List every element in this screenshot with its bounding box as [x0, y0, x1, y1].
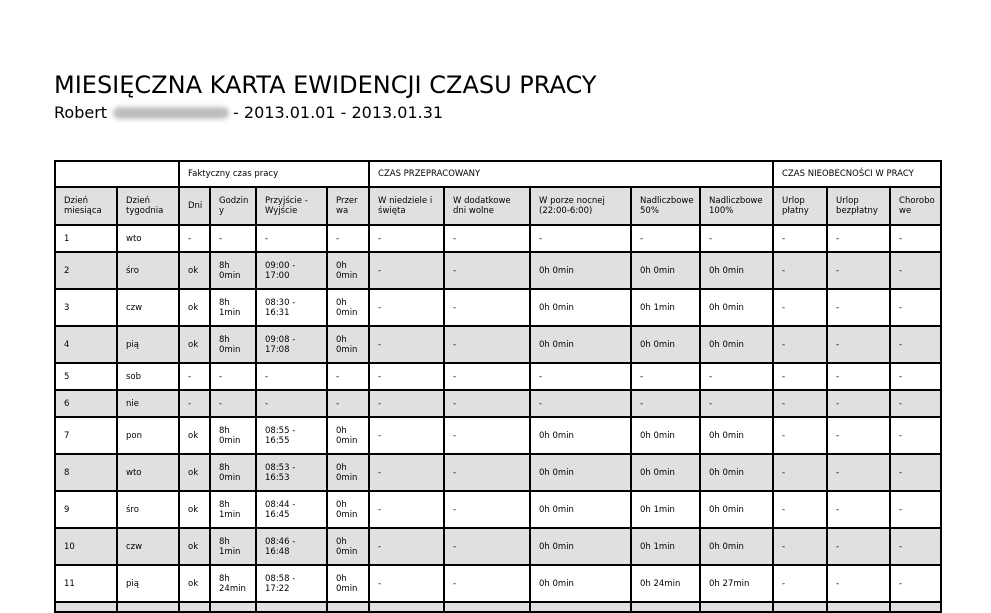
column-header: Godzin y	[210, 187, 256, 225]
table-row	[55, 528, 941, 565]
table-cell: 10	[55, 528, 117, 565]
table-cell: -	[631, 363, 700, 390]
table-cell: 0h 0min	[327, 417, 369, 454]
table-cell: -	[890, 289, 941, 326]
table-cell: -	[444, 326, 530, 363]
table-cell: 0h 0min	[327, 491, 369, 528]
column-header: W niedziele i święta	[369, 187, 444, 225]
table-cell: 5	[55, 363, 117, 390]
table-cell: pią	[117, 565, 179, 602]
table-cell: -	[827, 565, 890, 602]
table-cell: 08:46 - 16:48	[256, 528, 327, 565]
table-cell: -	[827, 363, 890, 390]
table-cell: 0h 0min	[700, 252, 773, 289]
table-cell: -	[827, 417, 890, 454]
table-cell: -	[210, 225, 256, 252]
table-row	[55, 417, 941, 454]
table-cell: -	[827, 491, 890, 528]
table-row	[55, 326, 941, 363]
employee-first-name: Robert	[54, 103, 108, 122]
group-header-actual: Faktyczny czas pracy	[179, 161, 369, 187]
document-title: MIESIĘCZNA KARTA EWIDENCJI CZASU PRACY	[54, 71, 597, 99]
table-cell: -	[256, 225, 327, 252]
table-cell: -	[890, 225, 941, 252]
table-cell: 0h 0min	[530, 454, 631, 491]
table-cell: -	[773, 390, 827, 417]
table-cell: -	[210, 363, 256, 390]
table-cell	[890, 602, 941, 612]
table-cell: -	[444, 565, 530, 602]
table-cell: -	[444, 390, 530, 417]
table-cell: -	[179, 363, 210, 390]
table-cell: 0h 0min	[530, 491, 631, 528]
table-cell: -	[444, 252, 530, 289]
table-cell: 8h 24min	[210, 565, 256, 602]
column-header: W porze nocnej (22:00-6:00)	[530, 187, 631, 225]
table-cell	[369, 602, 444, 612]
table-cell: -	[773, 326, 827, 363]
table-cell: 0h 0min	[327, 565, 369, 602]
table-cell: -	[444, 289, 530, 326]
table-cell: 6	[55, 390, 117, 417]
table-cell: 0h 0min	[700, 417, 773, 454]
column-header: Nadliczbowe 50%	[631, 187, 700, 225]
table-cell: -	[369, 454, 444, 491]
table-cell: 0h 0min	[327, 454, 369, 491]
table-cell: 0h 0min	[631, 252, 700, 289]
table-cell: ok	[179, 252, 210, 289]
table-cell: 0h 0min	[700, 528, 773, 565]
table-cell: 09:08 - 17:08	[256, 326, 327, 363]
table-cell: -	[890, 528, 941, 565]
table-cell: ok	[179, 528, 210, 565]
table-cell: -	[210, 390, 256, 417]
table-cell: -	[444, 528, 530, 565]
table-cell: 0h 24min	[631, 565, 700, 602]
column-header-row	[55, 187, 941, 225]
table-row	[55, 565, 941, 602]
table-cell: 9	[55, 491, 117, 528]
table-cell: -	[369, 252, 444, 289]
table-cell	[117, 602, 179, 612]
table-cell: -	[773, 252, 827, 289]
table-cell: 3	[55, 289, 117, 326]
table-cell: -	[827, 225, 890, 252]
table-row	[55, 491, 941, 528]
table-cell: pią	[117, 326, 179, 363]
table-cell: -	[827, 528, 890, 565]
table-cell: ok	[179, 491, 210, 528]
redacted-surname	[113, 107, 229, 119]
table-cell: 4	[55, 326, 117, 363]
table-cell: -	[369, 491, 444, 528]
table-cell: 08:53 - 16:53	[256, 454, 327, 491]
table-cell: 0h 0min	[327, 528, 369, 565]
table-cell: -	[444, 363, 530, 390]
column-header: Dzień tygodnia	[117, 187, 179, 225]
table-row	[55, 390, 941, 417]
table-cell: śro	[117, 491, 179, 528]
table-cell: 8h 0min	[210, 454, 256, 491]
table-cell: -	[890, 252, 941, 289]
table-cell: -	[444, 454, 530, 491]
table-cell	[55, 602, 117, 612]
table-row	[55, 252, 941, 289]
table-cell: czw	[117, 528, 179, 565]
table-cell: -	[369, 326, 444, 363]
table-cell: -	[327, 225, 369, 252]
table-cell: -	[773, 491, 827, 528]
column-header: Dni	[179, 187, 210, 225]
group-header-empty	[55, 161, 179, 187]
table-cell: 0h 0min	[530, 326, 631, 363]
table-row	[55, 225, 941, 252]
group-header-worked: CZAS PRZEPRACOWANY	[369, 161, 773, 187]
table-cell: -	[631, 225, 700, 252]
group-header-row	[55, 161, 941, 187]
table-cell: 0h 0min	[700, 454, 773, 491]
table-cell: -	[890, 491, 941, 528]
table-cell: ok	[179, 417, 210, 454]
table-cell: 0h 0min	[530, 417, 631, 454]
table-cell: -	[890, 326, 941, 363]
table-cell: -	[700, 225, 773, 252]
table-cell: 0h 0min	[700, 326, 773, 363]
table-cell: -	[369, 565, 444, 602]
table-cell: -	[890, 454, 941, 491]
table-cell: -	[890, 363, 941, 390]
table-cell: -	[179, 225, 210, 252]
table-cell: 2	[55, 252, 117, 289]
column-header: Dzień miesiąca	[55, 187, 117, 225]
table-cell	[256, 602, 327, 612]
report-period: - 2013.01.01 - 2013.01.31	[233, 103, 444, 122]
table-row	[55, 289, 941, 326]
timesheet-table	[54, 160, 942, 613]
table-cell: 08:44 - 16:45	[256, 491, 327, 528]
table-cell: -	[700, 390, 773, 417]
table-cell: czw	[117, 289, 179, 326]
table-cell: wto	[117, 225, 179, 252]
table-cell: -	[369, 528, 444, 565]
table-cell: 0h 27min	[700, 565, 773, 602]
column-header: Przer wa	[327, 187, 369, 225]
table-cell: 0h 0min	[700, 491, 773, 528]
table-cell: ok	[179, 565, 210, 602]
table-cell: 0h 1min	[631, 289, 700, 326]
table-cell: -	[827, 390, 890, 417]
table-cell: 08:55 - 16:55	[256, 417, 327, 454]
table-cell	[179, 602, 210, 612]
table-row	[55, 454, 941, 491]
table-cell	[530, 602, 631, 612]
column-header: Nadliczbowe 100%	[700, 187, 773, 225]
table-cell: 0h 1min	[631, 528, 700, 565]
table-cell: -	[369, 390, 444, 417]
table-cell: ok	[179, 326, 210, 363]
table-cell: -	[530, 363, 631, 390]
table-cell: 0h 1min	[631, 491, 700, 528]
table-cell: -	[890, 417, 941, 454]
table-cell: 0h 0min	[700, 289, 773, 326]
table-cell: 08:30 - 16:31	[256, 289, 327, 326]
table-cell: ok	[179, 454, 210, 491]
table-row-partial	[55, 602, 941, 612]
table-cell	[210, 602, 256, 612]
table-cell: 7	[55, 417, 117, 454]
table-cell: 0h 0min	[530, 565, 631, 602]
table-cell: śro	[117, 252, 179, 289]
table-cell: -	[179, 390, 210, 417]
table-cell: -	[444, 491, 530, 528]
table-cell: -	[773, 225, 827, 252]
document-subtitle	[54, 103, 443, 122]
table-cell	[444, 602, 530, 612]
table-cell	[827, 602, 890, 612]
table-cell: 8	[55, 454, 117, 491]
table-cell: -	[327, 390, 369, 417]
table-cell: 1	[55, 225, 117, 252]
table-cell: -	[773, 528, 827, 565]
table-cell: -	[890, 565, 941, 602]
table-cell: -	[631, 390, 700, 417]
table-cell: -	[369, 289, 444, 326]
table-cell: 8h 0min	[210, 252, 256, 289]
table-cell: -	[444, 225, 530, 252]
table-cell: 0h 0min	[631, 454, 700, 491]
table-cell	[700, 602, 773, 612]
table-cell: 0h 0min	[327, 326, 369, 363]
table-cell: ok	[179, 289, 210, 326]
table-cell: -	[827, 289, 890, 326]
table-cell: -	[369, 417, 444, 454]
table-cell: -	[773, 454, 827, 491]
table-row	[55, 363, 941, 390]
table-cell: -	[256, 363, 327, 390]
table-cell: -	[827, 326, 890, 363]
group-header-absence: CZAS NIEOBECNOŚCI W PRACY	[773, 161, 941, 187]
table-cell: 0h 0min	[631, 417, 700, 454]
table-cell: 08:58 - 17:22	[256, 565, 327, 602]
table-cell: -	[773, 565, 827, 602]
table-cell: 11	[55, 565, 117, 602]
table-cell: -	[369, 363, 444, 390]
table-cell: 8h 1min	[210, 491, 256, 528]
table-cell: 8h 0min	[210, 417, 256, 454]
table-cell: -	[327, 363, 369, 390]
table-cell: 0h 0min	[327, 289, 369, 326]
table-cell: 8h 1min	[210, 289, 256, 326]
table-cell	[773, 602, 827, 612]
table-cell: 0h 0min	[327, 252, 369, 289]
table-cell: -	[256, 390, 327, 417]
table-cell: 0h 0min	[530, 528, 631, 565]
table-cell: -	[890, 390, 941, 417]
table-cell: nie	[117, 390, 179, 417]
table-cell: 09:00 - 17:00	[256, 252, 327, 289]
table-cell: 0h 0min	[530, 289, 631, 326]
table-cell	[631, 602, 700, 612]
table-cell: pon	[117, 417, 179, 454]
table-cell: sob	[117, 363, 179, 390]
column-header: Urlop płatny	[773, 187, 827, 225]
table-cell: -	[444, 417, 530, 454]
table-cell: -	[773, 289, 827, 326]
table-cell	[327, 602, 369, 612]
table-cell: -	[530, 225, 631, 252]
table-cell: 8h 0min	[210, 326, 256, 363]
table-cell: -	[530, 390, 631, 417]
column-header: W dodatkowe dni wolne	[444, 187, 530, 225]
table-cell: -	[700, 363, 773, 390]
table-cell: 0h 0min	[631, 326, 700, 363]
table-body	[55, 225, 941, 612]
column-header: Urlop bezpłatny	[827, 187, 890, 225]
column-header: Chorobo we	[890, 187, 941, 225]
table-cell: wto	[117, 454, 179, 491]
table-cell: -	[827, 454, 890, 491]
table-cell: -	[369, 225, 444, 252]
table-cell: -	[773, 363, 827, 390]
table-cell: -	[773, 417, 827, 454]
table-cell: 8h 1min	[210, 528, 256, 565]
table-cell: 0h 0min	[530, 252, 631, 289]
table-cell: -	[827, 252, 890, 289]
column-header: Przyjście - Wyjście	[256, 187, 327, 225]
